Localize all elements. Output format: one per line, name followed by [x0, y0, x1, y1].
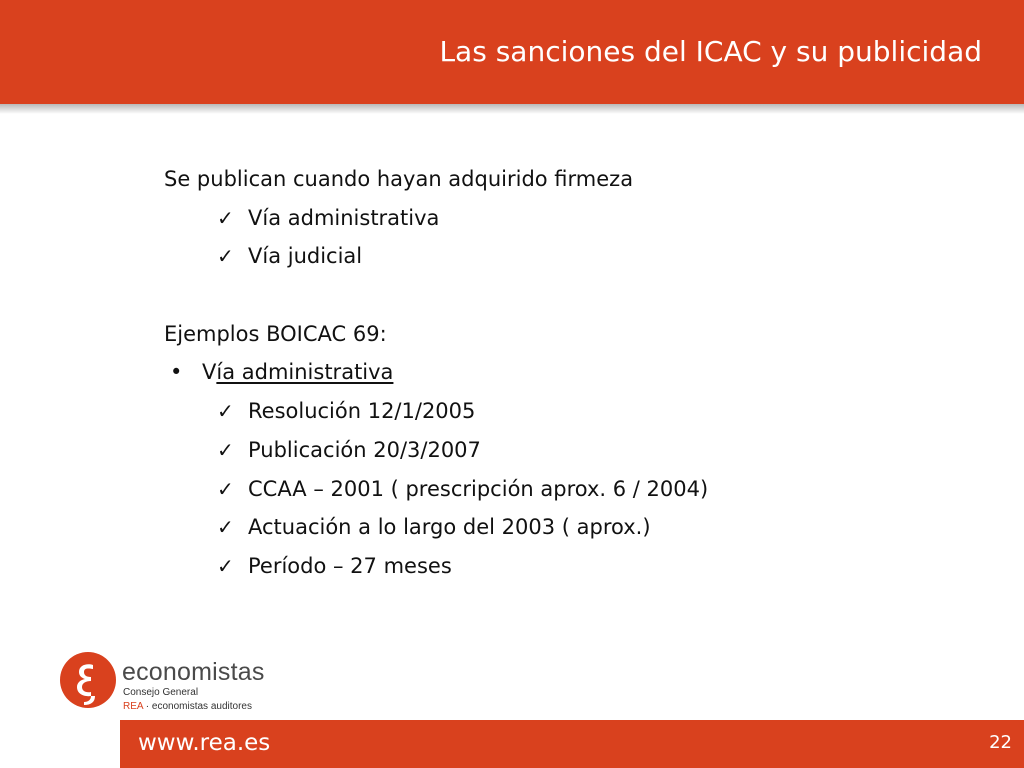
check-item-text: Publicación 20/3/2007 — [248, 437, 481, 462]
check-item-text: CCAA – 2001 ( prescripción aprox. 6 / 2004) — [248, 476, 709, 501]
check-item — [164, 470, 708, 509]
logo-tagline-rest: · economistas auditores — [143, 701, 252, 712]
economistas-logo — [60, 652, 320, 714]
logo-mark-icon — [60, 652, 116, 708]
check-icon: ✓ — [217, 515, 234, 540]
check-item-text: Actuación a lo largo del 2003 ( aprox.) — [248, 515, 651, 540]
spacer — [164, 276, 708, 315]
check-icon: ✓ — [217, 244, 234, 269]
check-icon: ✓ — [217, 553, 234, 578]
footer-bar — [120, 720, 1024, 768]
check-item — [164, 199, 708, 238]
check-item — [164, 392, 708, 431]
check-item — [164, 547, 708, 586]
logo-mark-glyph-icon — [60, 652, 116, 708]
logo-tagline — [123, 701, 252, 713]
check-icon: ✓ — [217, 205, 234, 230]
check-item-text: Vía judicial — [248, 244, 363, 269]
bullet-item-underlined-text: ía administrativa — [216, 360, 394, 385]
check-icon: ✓ — [217, 437, 234, 462]
check-icon: ✓ — [217, 399, 234, 424]
logo-name: economistas — [122, 658, 265, 686]
examples-heading: Ejemplos BOICAC 69: — [164, 321, 387, 346]
page-number: 22 — [989, 732, 1012, 753]
check-icon: ✓ — [217, 476, 234, 501]
intro-text: Se publican cuando hayan adquirido firmeza — [164, 167, 634, 191]
check-item — [164, 237, 708, 276]
slide-body — [164, 160, 708, 586]
check-item-text: Período – 27 meses — [248, 553, 452, 578]
bullet-item — [164, 353, 708, 392]
footer-url-link[interactable]: www.rea.es — [138, 730, 271, 756]
title-bar-shadow — [0, 104, 1024, 114]
slide-title: Las sanciones del ICAC y su publicidad — [439, 35, 982, 68]
check-item — [164, 508, 708, 547]
bullet-icon: • — [170, 360, 183, 385]
bullet-item-first-letter: V — [202, 360, 217, 385]
logo-subtitle: Consejo General — [123, 687, 199, 698]
logo-tagline-prefix: REA — [123, 701, 144, 712]
check-item — [164, 431, 708, 470]
check-item-text: Vía administrativa — [248, 205, 440, 230]
check-item-text: Resolución 12/1/2005 — [248, 399, 476, 424]
